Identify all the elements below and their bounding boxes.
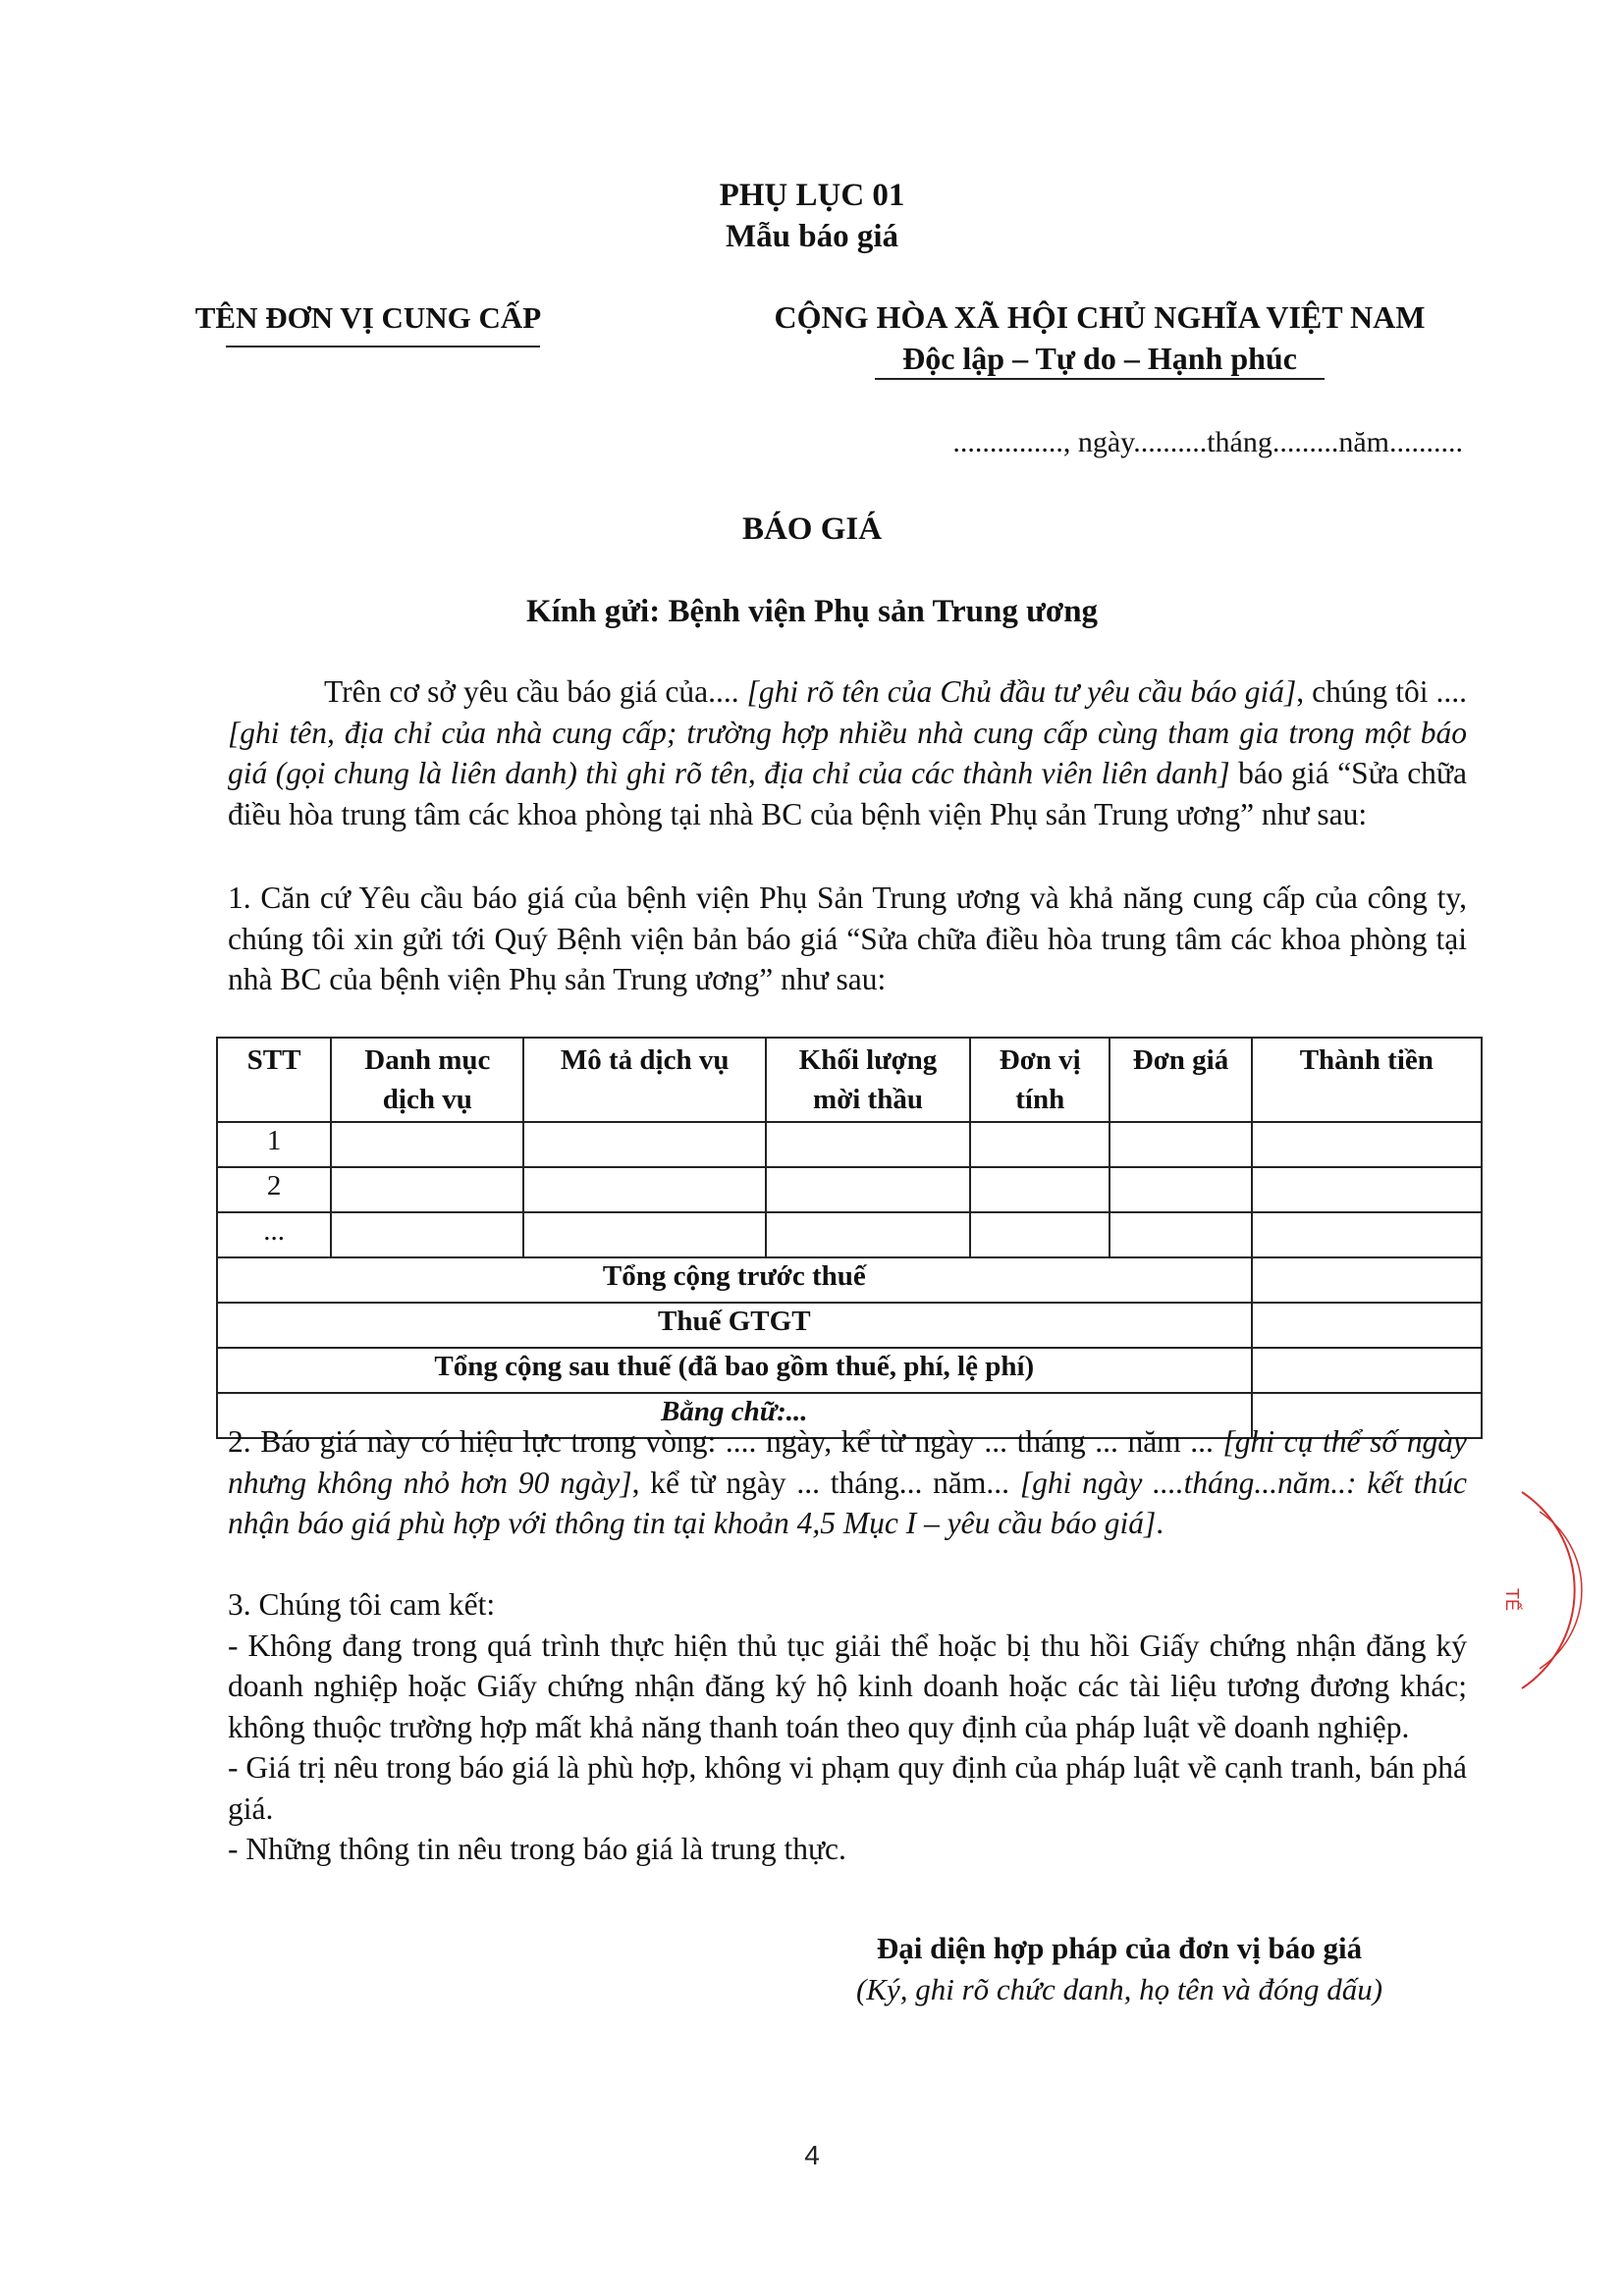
country-name: CỘNG HÒA XÃ HỘI CHỦ NGHĨA VIỆT NAM (774, 299, 1426, 335)
intro-text-1: Trên cơ sở yêu cầu báo giá của.... (324, 674, 747, 709)
intro-paragraph (228, 671, 1467, 834)
table-cell (331, 1167, 523, 1212)
commitments-section (228, 1584, 1467, 1870)
table-header-cell: Khối lượng mời thầu (766, 1038, 970, 1122)
vat-label: Thuế GTGT (217, 1303, 1252, 1348)
commitment-item: - Giá trị nêu trong báo giá là phù hợp, không vi phạm quy định của pháp luật về cạnh tranh, bán phá giá. (228, 1750, 1467, 1826)
table-header-row (217, 1038, 1482, 1122)
row-number: 2 (217, 1167, 331, 1212)
table-cell (331, 1122, 523, 1167)
table-header-cell: Mô tả dịch vụ (523, 1038, 765, 1122)
item-1-paragraph: 1. Căn cứ Yêu cầu báo giá của bệnh viện Phụ Sản Trung ương và khả năng cung cấp của công ty, chúng tôi xin gửi tới Quý Bệnh viện bản báo giá “Sửa chữa điều hòa trung tâm các khoa phòng tại nhà BC của bệnh viện Phụ sản Trung ương” như sau: (228, 881, 1467, 996)
table-cell (766, 1122, 970, 1167)
subtotal-value (1252, 1257, 1482, 1303)
total-value (1252, 1348, 1482, 1393)
table-header-cell: Đơn vị tính (970, 1038, 1110, 1122)
total-row (217, 1348, 1482, 1393)
table-cell (766, 1167, 970, 1212)
national-motto: Độc lập – Tự do – Hạnh phúc (875, 339, 1325, 380)
row-number: 1 (217, 1122, 331, 1167)
table-cell (1110, 1167, 1251, 1212)
table-cell (970, 1212, 1110, 1257)
appendix-number: PHỤ LỤC 01 (719, 178, 905, 213)
stamp-text: TẾ (1502, 1588, 1522, 1612)
subtotal-row (217, 1257, 1482, 1303)
commitment-item: - Không đang trong quá trình thực hiện thủ tục giải thể hoặc bị thu hồi Giấy chứng nhận đăng ký doanh nghiệp hoặc Giấy chứng nhận đăng ký hộ kinh doanh hoặc các tài liệu tương đương khác; không thuộc trường hợp mất khả năng thanh toán theo quy định của pháp luật về doanh nghiệp. (228, 1628, 1467, 1744)
table-cell (1252, 1122, 1482, 1167)
table-cell (1110, 1212, 1251, 1257)
total-label: Tổng cộng sau thuế (đã bao gồm thuế, phí, lệ phí) (217, 1348, 1252, 1393)
table-cell (1252, 1212, 1482, 1257)
intro-text-2: , chúng tôi .... (1296, 674, 1467, 709)
vat-row (217, 1303, 1482, 1348)
table-header-cell: STT (217, 1038, 331, 1122)
table-cell (970, 1122, 1110, 1167)
intro-instruction-2: [ghi tên, địa chỉ của nhà cung cấp; trường hợp nhiều nhà cung cấp cùng tham gia trong một báo giá (gọi chung là liên danh) thì ghi rõ tên, địa chỉ của các thành viên liên danh] (228, 715, 1467, 790)
item-2-paragraph (228, 1421, 1467, 1544)
table-cell (1110, 1122, 1251, 1167)
item-2-instruction-2: [ghi ngày ....tháng...năm..: kết thúc nhận báo giá phù hợp với thông tin tại khoản 4,5 Mục I – yêu cầu báo giá] (228, 1465, 1467, 1540)
table-row (217, 1167, 1482, 1212)
table-header-cell: Thành tiền (1252, 1038, 1482, 1122)
table-cell (766, 1212, 970, 1257)
table-header-cell: Đơn giá (1110, 1038, 1251, 1122)
table-cell (1252, 1167, 1482, 1212)
quotation-table (216, 1037, 1483, 1439)
form-name: Mẫu báo giá (725, 219, 899, 254)
intro-instruction-1: [ghi rõ tên của Chủ đầu tư yêu cầu báo giá] (746, 674, 1297, 709)
item-2-text-3: . (1156, 1506, 1164, 1540)
item-2-instruction-1: [ghi cụ thể số ngày nhưng không nhỏ hơn 90 ngày] (228, 1424, 1467, 1500)
supplier-unit-underline (226, 346, 540, 347)
table-cell (523, 1212, 765, 1257)
table-cell (331, 1212, 523, 1257)
partial-red-stamp (1492, 1472, 1610, 1708)
commitments-heading: 3. Chúng tôi cam kết: (228, 1587, 496, 1622)
item-2-text-2: , kể từ ngày ... tháng... năm... (631, 1465, 1020, 1500)
signature-note: (Ký, ghi rõ chức danh, họ tên và đóng dấu) (855, 1972, 1383, 2006)
page-number: 4 (804, 2140, 820, 2170)
commitment-item: - Những thông tin nêu trong báo giá là trung thực. (228, 1832, 846, 1866)
item-2-text-1: 2. Báo giá này có hiệu lực trong vòng: .... ngày, kể từ ngày ... tháng ... năm ... (228, 1424, 1223, 1459)
table-row (217, 1122, 1482, 1167)
supplier-unit-name: TÊN ĐƠN VỊ CUNG CẤP (194, 300, 542, 335)
national-header (727, 296, 1473, 380)
document-title: BÁO GIÁ (741, 511, 883, 547)
subtotal-label: Tổng cộng trước thuế (217, 1257, 1252, 1303)
recipient-line: Kính gửi: Bệnh viện Phụ sản Trung ương (525, 594, 1099, 629)
place-date-line: ..............., ngày..........tháng.........năm.......... (952, 426, 1463, 458)
vat-value (1252, 1303, 1482, 1348)
table-cell (970, 1167, 1110, 1212)
table-header-cell: Danh mục dịch vụ (331, 1038, 523, 1122)
table-cell (523, 1122, 765, 1167)
row-number: ... (217, 1212, 331, 1257)
signature-block (825, 1928, 1414, 2010)
intro-text-3: báo giá “Sửa chữa điều hòa trung tâm các khoa phòng tại nhà BC của bệnh viện Phụ sản Trung ương” như sau: (228, 756, 1467, 831)
in-words-label: Bằng chữ:... (217, 1393, 1252, 1438)
table-row (217, 1212, 1482, 1257)
table-cell (523, 1167, 765, 1212)
appendix-heading (0, 175, 1624, 257)
signature-title: Đại diện hợp pháp của đơn vị báo giá (876, 1931, 1363, 1965)
